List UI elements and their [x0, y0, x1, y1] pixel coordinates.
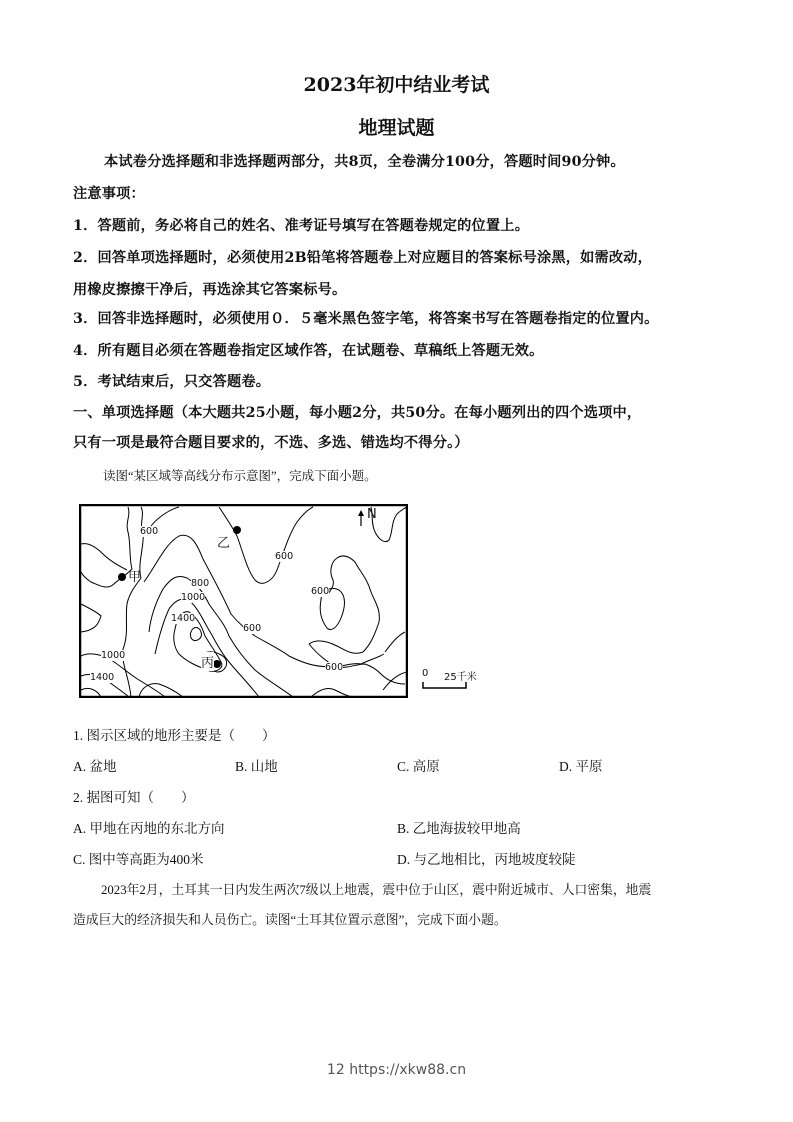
contour-label-1000: 1000	[101, 650, 126, 661]
notice-item-1: 1．答题前，务必将自己的姓名、准考证号填写在答题卷规定的位置上。	[73, 218, 530, 234]
scale-bar	[420, 668, 490, 692]
question-1-option-c: C. 高原	[397, 759, 440, 774]
contour-label-800: 800	[191, 578, 210, 589]
question-1-stem: 1. 图示区域的地形主要是（ ）	[73, 728, 276, 743]
question-1-option-b: B. 山地	[235, 759, 278, 774]
point-jia	[118, 573, 126, 581]
contour-label-600: 600	[140, 526, 159, 537]
notice-item-4: 4．所有题目必须在答题卷指定区域作答，在试题卷、草稿纸上答题无效。	[73, 343, 544, 359]
label-yi: 乙	[217, 536, 231, 551]
exam-title: 2023年初中结业考试	[303, 74, 490, 96]
notice-item-2: 2．回答单项选择题时，必须使用2B铅笔将答题卷上对应题目的答案标号涂黑，如需改动，	[73, 250, 653, 266]
question-2-option-a: A. 甲地在丙地的东北方向	[73, 821, 225, 836]
scale-zero: 0	[422, 668, 429, 679]
passage-line-2: 造成巨大的经济损失和人员伤亡。读图“土耳其位置示意图”，完成下面小题。	[73, 913, 507, 927]
contour-label-600: 600	[275, 551, 294, 562]
contour-label-1400: 1400	[90, 672, 115, 683]
notice-item-2-cont: 用橡皮擦擦干净后，再选涂其它答案标号。	[73, 282, 347, 298]
section-heading-line2: 只有一项是最符合题目要求的，不选、多选、错选均不得分。）	[73, 435, 469, 451]
footer-url[interactable]: https://xkw88.cn	[349, 1062, 467, 1078]
question-2-option-b: B. 乙地海拔较甲地高	[397, 821, 521, 836]
north-label: N	[367, 507, 377, 522]
page-number: 12	[326, 1062, 345, 1078]
contour-label-1400: 1400	[171, 613, 196, 624]
label-jia: 甲	[128, 570, 142, 585]
contour-label-600: 600	[311, 586, 330, 597]
map-instruction: 读图“某区域等高线分布示意图”，完成下面小题。	[103, 469, 377, 483]
contour-label-600: 600	[243, 623, 262, 634]
point-yi	[233, 526, 241, 534]
page-footer	[0, 1062, 793, 1078]
intro-text: 本试卷分选择题和非选择题两部分，共8页，全卷满分100分，答题时间90分钟。	[104, 154, 625, 170]
section-heading-line1: 一、单项选择题（本大题共25小题，每小题2分，共50分。在每小题列出的四个选项中，	[73, 405, 642, 421]
notice-heading: 注意事项：	[73, 186, 145, 202]
contour-label-600: 600	[325, 662, 344, 673]
question-2-option-d: D. 与乙地相比，丙地坡度较陡	[397, 852, 576, 867]
question-2-option-c: C. 图中等高距为400米	[73, 852, 204, 867]
passage-line-1: 2023年2月，土耳其一日内发生两次7级以上地震，震中位于山区，震中附近城市、人口密集，地震	[101, 883, 652, 897]
exam-subtitle: 地理试题	[358, 117, 435, 139]
notice-item-3: 3．回答非选择题时，必须使用０．５毫米黑色签字笔，将答案书写在答题卷指定的位置内。	[73, 311, 659, 327]
notice-item-5: 5．考试结束后，只交答题卷。	[73, 374, 271, 390]
label-bing: 丙	[201, 652, 214, 671]
question-1-option-a: A. 盆地	[73, 759, 117, 774]
contour-map	[79, 504, 408, 698]
scale-distance: 25千米	[444, 672, 477, 683]
point-bing	[213, 660, 221, 668]
contour-label-1000: 1000	[181, 592, 206, 603]
question-1-option-d: D. 平原	[559, 759, 603, 774]
question-2-stem: 2. 据图可知（ ）	[73, 790, 195, 805]
